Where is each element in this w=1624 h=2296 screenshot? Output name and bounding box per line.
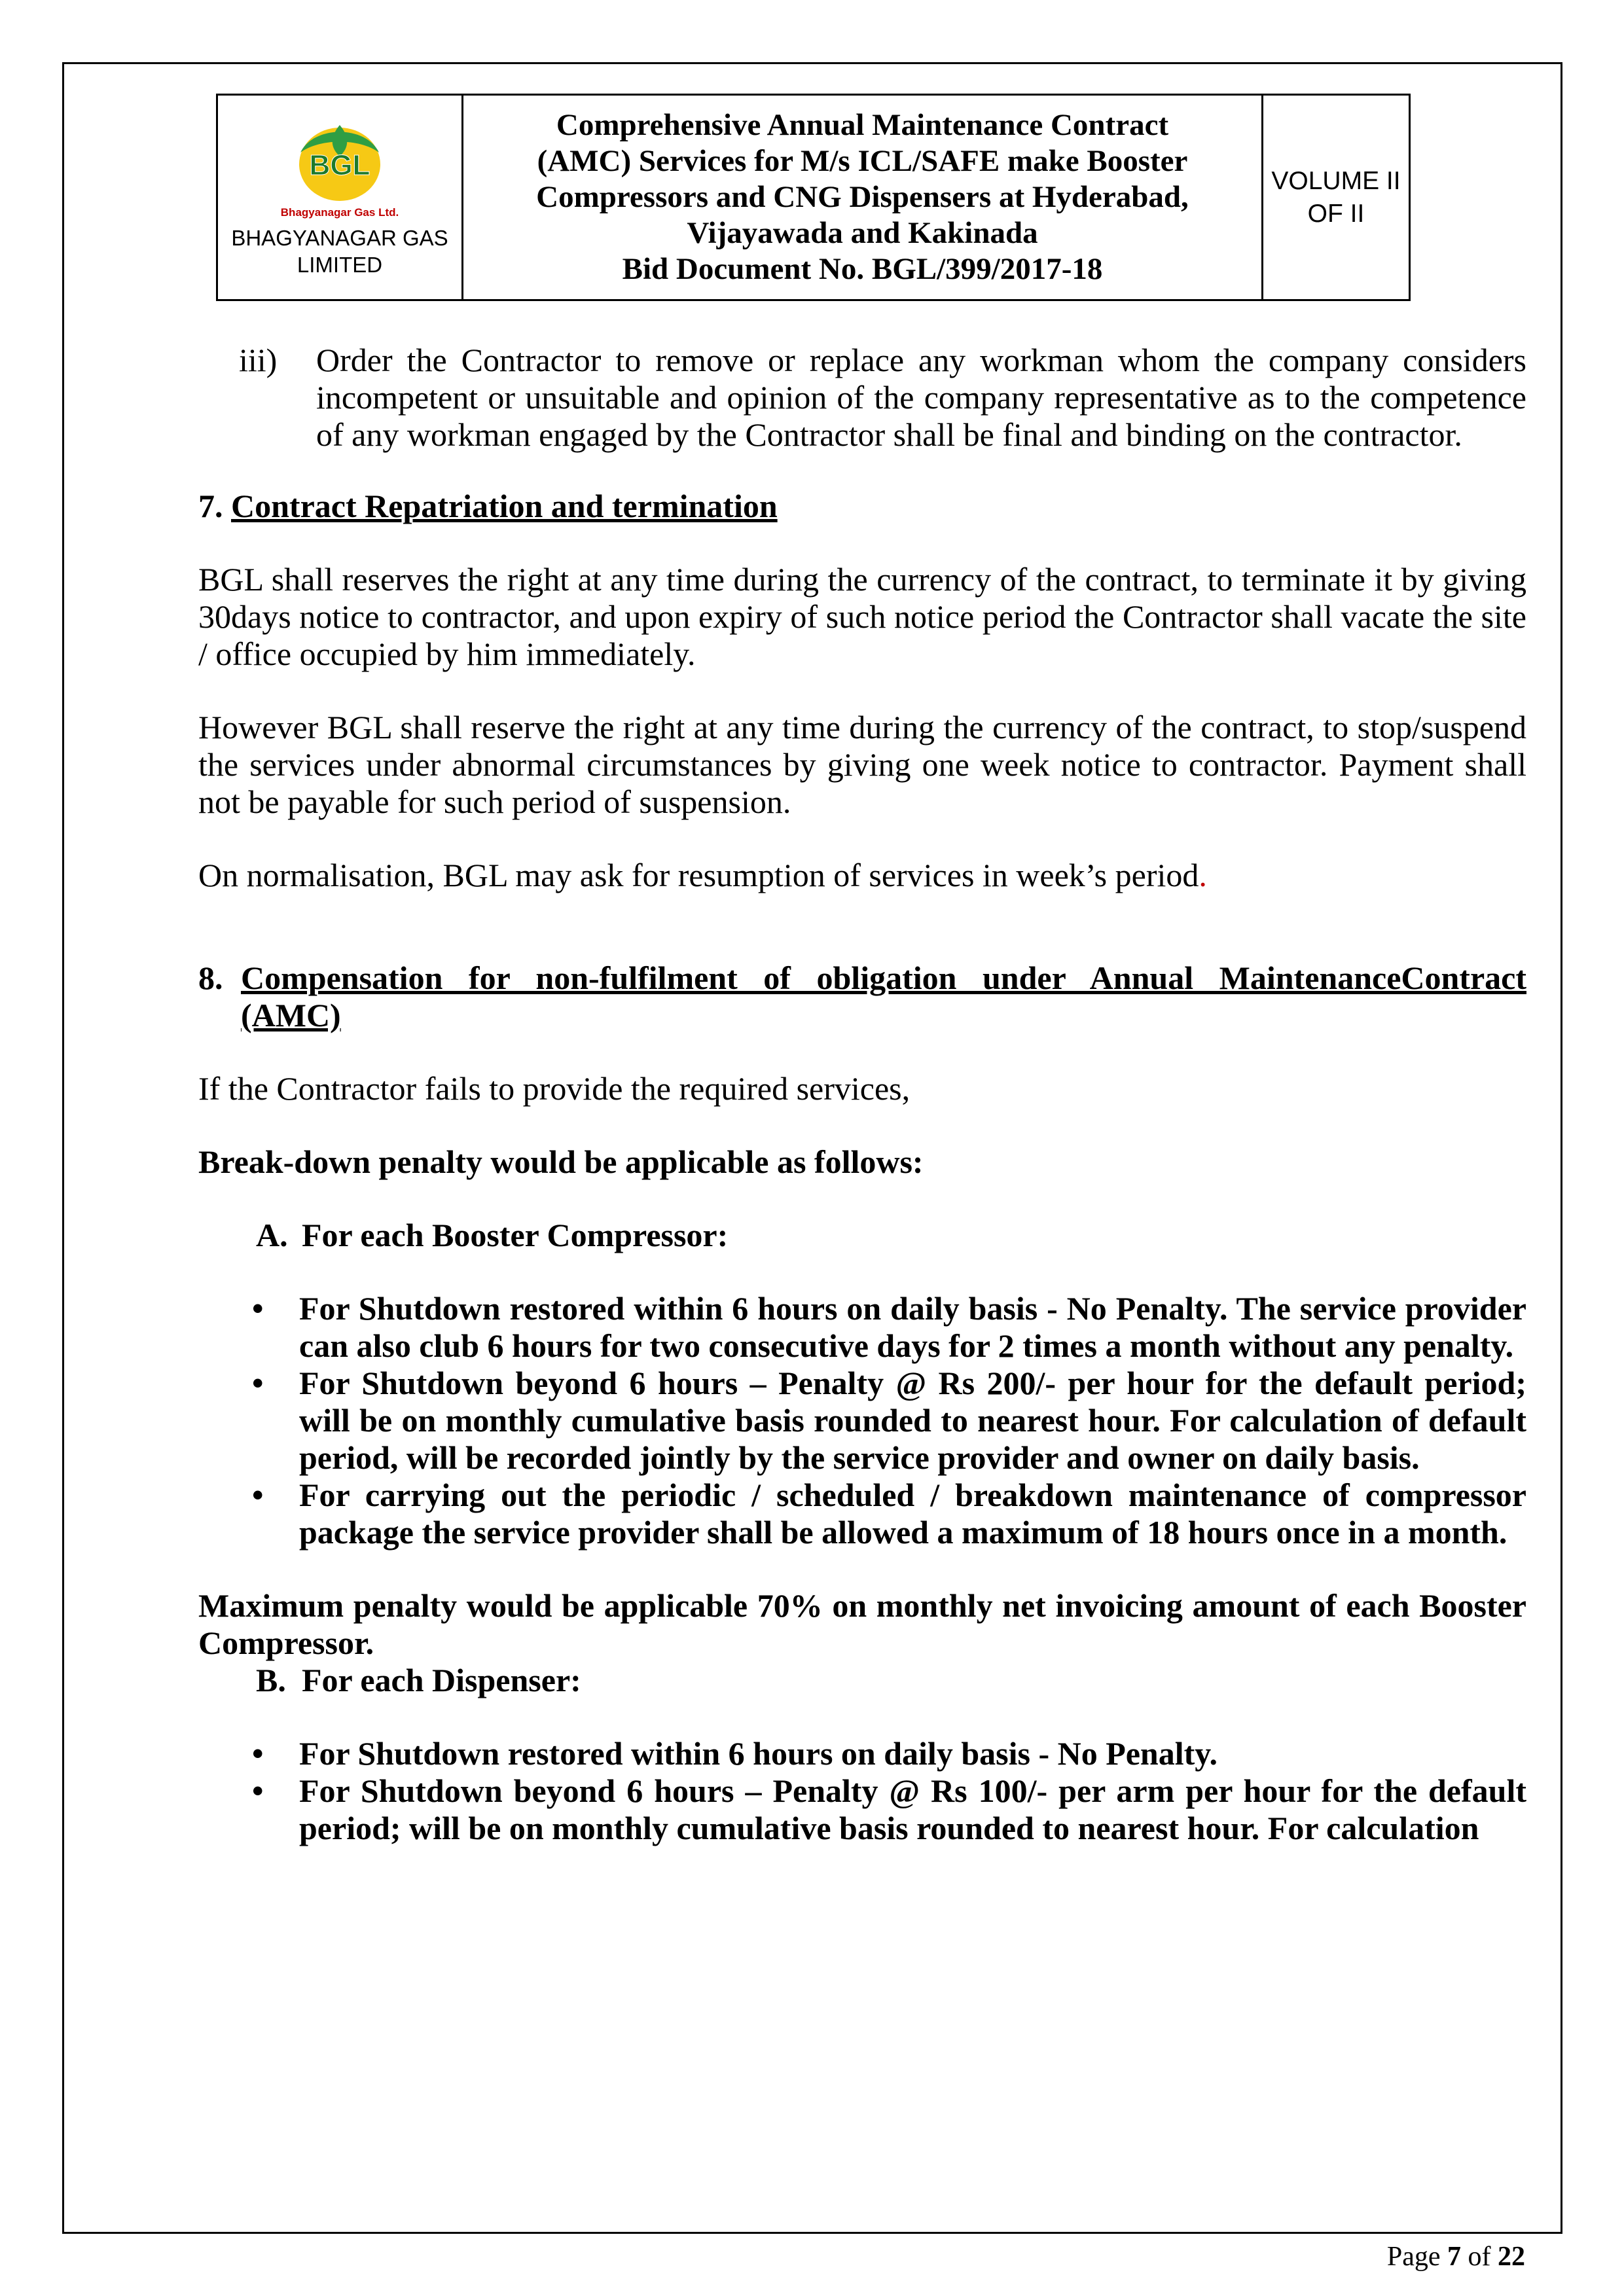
- clause-iii: [198, 342, 1526, 454]
- section-8-heading: [198, 960, 1526, 1034]
- paragraph-max-penalty: Maximum penalty would be applicable 70% on monthly net invoicing amount of each Booster Compressor.: [198, 1587, 1526, 1661]
- bgl-logo-icon: [278, 117, 402, 222]
- logo-caption-text: Bhagyanagar Gas Ltd.: [280, 206, 399, 219]
- footer-page-word: Page: [1386, 2242, 1441, 2272]
- paragraph-normalisation-text: On normalisation, BGL may ask for resumption of services in week’s period: [198, 857, 1199, 893]
- page-footer: [1387, 2241, 1525, 2272]
- list-item: [252, 1477, 1526, 1551]
- org-name-line2: LIMITED: [297, 252, 383, 277]
- list-item: [252, 1290, 1526, 1365]
- footer-page-total: 22: [1498, 2242, 1525, 2272]
- page-border: [62, 62, 1562, 2234]
- paragraph-breakdown-penalty: Break-down penalty would be applicable as follows:: [198, 1143, 924, 1180]
- section-8-title-line1: Compensation for non-fulfilment of obligation under Annual MaintenanceContract: [241, 960, 1526, 996]
- header-logo-cell: [218, 96, 461, 299]
- list-item: [252, 1735, 1526, 1772]
- org-name-line1: BHAGYANAGAR GAS: [231, 225, 448, 250]
- list-b-bullet-2: • For Shutdown beyond 6 hours – Penalty @ Rs 100/- per arm per hour for the default period; will be on monthly cumulative basis rounded to nearest hour. For calculation: [299, 1772, 1526, 1846]
- list-b-title: For each Dispenser:: [302, 1662, 581, 1698]
- list-a-bullet-3: • For carrying out the periodic / scheduled / breakdown maintenance of compressor package the service provider shall be allowed a maximum of 18 hours once in a month.: [299, 1477, 1526, 1551]
- header-title-cell: [461, 96, 1263, 299]
- list-item: [252, 1772, 1526, 1847]
- logo-brand-text: BGL: [309, 149, 370, 181]
- section-7-title: Contract Repatriation and termination: [231, 488, 778, 524]
- list-b-heading: [198, 1662, 1526, 1699]
- list-a-heading: [198, 1217, 1526, 1254]
- clause-iii-label: iii): [239, 342, 278, 378]
- list-a-bullets: [198, 1290, 1526, 1551]
- clause-iii-text: Order the Contractor to remove or replace any workman whom the company considers incompetent or unsuitable and opinion of the company representative as to the competence of any workman engaged by the Contractor shall be final and binding on the contractor.: [316, 342, 1526, 453]
- paragraph-normalisation-period: .: [1199, 857, 1207, 893]
- section-7-heading: [198, 488, 1526, 525]
- volume-line2: OF II: [1307, 199, 1365, 228]
- footer-of-word: of: [1468, 2242, 1491, 2272]
- list-a-bullet-2: • For Shutdown beyond 6 hours – Penalty @ Rs 200/- per hour for the default period; will be on monthly cumulative basis rounded to nearest hour. For calculation of default period, will be recorded jointly by the service provider and owner on daily basis.: [299, 1365, 1526, 1476]
- paragraph-normalisation: [198, 857, 1526, 894]
- section-8-title-line2: (AMC): [241, 997, 341, 1033]
- doc-title-line1: Comprehensive Annual Maintenance Contract: [556, 108, 1169, 142]
- list-b-bullet-1: • For Shutdown restored within 6 hours on daily basis - No Penalty.: [299, 1735, 1218, 1772]
- section-8-number: 8.: [198, 960, 223, 996]
- list-b-bullets: [198, 1735, 1526, 1847]
- list-item: [252, 1365, 1526, 1477]
- footer-page-number: 7: [1447, 2242, 1461, 2272]
- doc-title-line2: (AMC) Services for M/s ICL/SAFE make Booster: [537, 144, 1188, 178]
- header-table: [216, 94, 1411, 301]
- volume-line1: VOLUME II: [1271, 166, 1401, 195]
- doc-title-line3: Compressors and CNG Dispensers at Hyderabad,: [536, 180, 1189, 214]
- list-b-label: B.: [256, 1662, 286, 1698]
- bid-doc-no: Bid Document No. BGL/399/2017-18: [622, 252, 1103, 286]
- list-a-label: A.: [256, 1217, 288, 1253]
- paragraph-if-fails: If the Contractor fails to provide the required services,: [198, 1070, 911, 1107]
- header-volume-cell: [1263, 96, 1409, 299]
- section-7-number: 7.: [198, 488, 223, 524]
- paragraph-suspension: However BGL shall reserve the right at any time during the currency of the contract, to stop/suspend the services under abnormal circumstances by giving one week notice to contractor. Payment shall not be payable for such period of suspension.: [198, 709, 1526, 820]
- list-a-bullet-1: • For Shutdown restored within 6 hours on daily basis - No Penalty. The service provider can also club 6 hours for two consecutive days for 2 times a month without any penalty.: [299, 1290, 1526, 1364]
- section-8-title: [241, 960, 1526, 1034]
- org-name: [231, 224, 448, 278]
- doc-title-line4: Vijayawada and Kakinada: [687, 216, 1038, 250]
- list-a-title: For each Booster Compressor:: [302, 1217, 729, 1253]
- paragraph-termination: BGL shall reserves the right at any time during the currency of the contract, to terminate it by giving 30days notice to contractor, and upon expiry of such notice period the Contractor shall vacate the site / office occupied by him immediately.: [198, 561, 1526, 672]
- document-content: [64, 342, 1561, 1847]
